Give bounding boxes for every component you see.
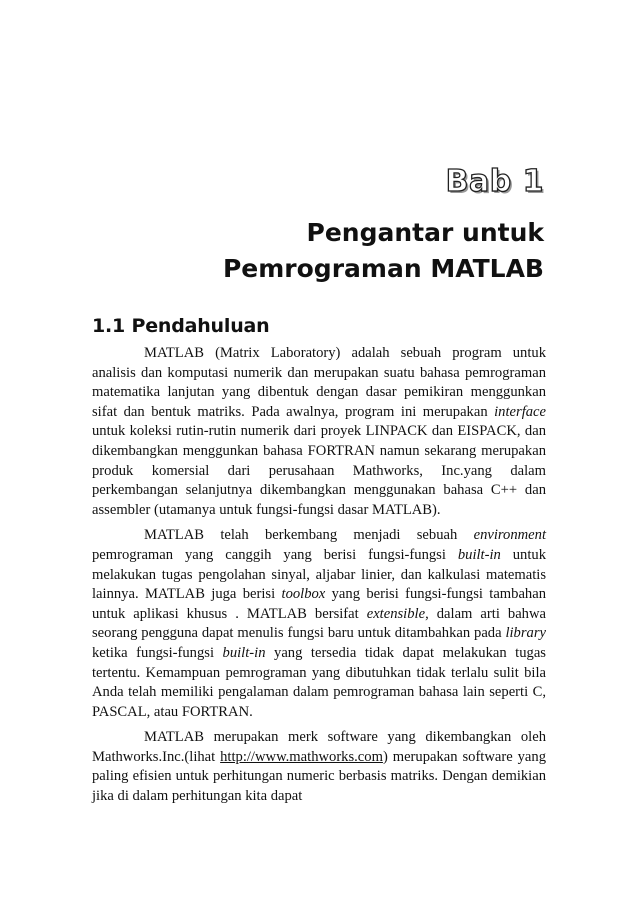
text-run: untuk melakukan tugas pengolahan sinyal, aljabar linier, dan kalkulasi matematis lainnya. MATLAB juga berisi — [92, 546, 547, 603]
chapter-header — [223, 165, 544, 287]
text-run: pemrograman yang canggih yang berisi fungsi-fungsi — [92, 546, 458, 563]
italic-term: built-in — [457, 546, 501, 563]
italic-term: toolbox — [281, 586, 326, 603]
section-heading: 1.1 Pendahuluan — [92, 315, 270, 337]
text-run: yang berisi fungsi-fungsi tambahan untuk aplikasi khusus . MATLAB bersifat — [92, 586, 546, 622]
chapter-number: Bab 1 — [445, 164, 544, 199]
body-text — [92, 344, 546, 813]
paragraph-3 — [92, 728, 546, 806]
paragraph-1 — [92, 344, 546, 520]
paragraph-2 — [92, 526, 546, 722]
italic-term: built-in — [222, 644, 266, 661]
text-run: MATLAB (Matrix Laboratory) adalah sebuah program untuk analisis dan komputasi numerik dan merupakan suatu bahasa pemrograman matematika lanjutan yang dibentuk dengan dasar pemikiran menggunkan sifat dan bentuk matriks. Pada awalnya, program ini merupakan — [92, 345, 546, 420]
italic-term: library — [505, 625, 546, 642]
text-run: ) merupakan software yang paling efisien untuk perhitungan numeric berbasis matriks. Dengan demikian jika di dalam perhitungan kita dapat — [92, 748, 546, 805]
chapter-title-line-1: Pengantar untuk — [306, 218, 544, 247]
mathworks-link[interactable]: http://www.mathworks.com — [220, 748, 383, 765]
italic-term: environment — [473, 527, 546, 544]
text-run: MATLAB merupakan merk software yang dikembangkan oleh Mathworks.Inc.(lihat — [92, 729, 546, 765]
text-run: ketika fungsi-fungsi — [92, 644, 223, 661]
italic-term: interface — [494, 403, 546, 420]
text-run: untuk koleksi rutin-rutin numerik dari proyek LINPACK dan EISPACK, dan dikembangkan menggunkan bahasa FORTRAN namun sekarang merupakan produk komersial dari perusahaan Mathworks, Inc.yang dalam perkembangan selanjutnya dikembangkan menggunakan bahasa C++ dan assembler (utamanya untuk fungsi-fungsi dasar MATLAB). — [92, 423, 546, 518]
chapter-title-line-2: Pemrograman MATLAB — [222, 254, 544, 283]
chapter-title — [223, 215, 544, 287]
text-run: MATLAB telah berkembang menjadi sebuah — [144, 527, 474, 544]
italic-term: extensible — [366, 605, 426, 622]
text-run: yang tersedia tidak dapat melakukan tugas tertentu. Kemampuan pemrograman yang dibutuhkan tidak terlalu sulit bila Anda telah memiliki pengalaman dalam pemrograman bahasa lain seperti C, PASCAL, atau FORTRAN. — [92, 644, 546, 720]
text-run: , dalam arti bahwa seorang pengguna dapat menulis fungsi baru untuk ditambahkan pada — [92, 605, 546, 642]
